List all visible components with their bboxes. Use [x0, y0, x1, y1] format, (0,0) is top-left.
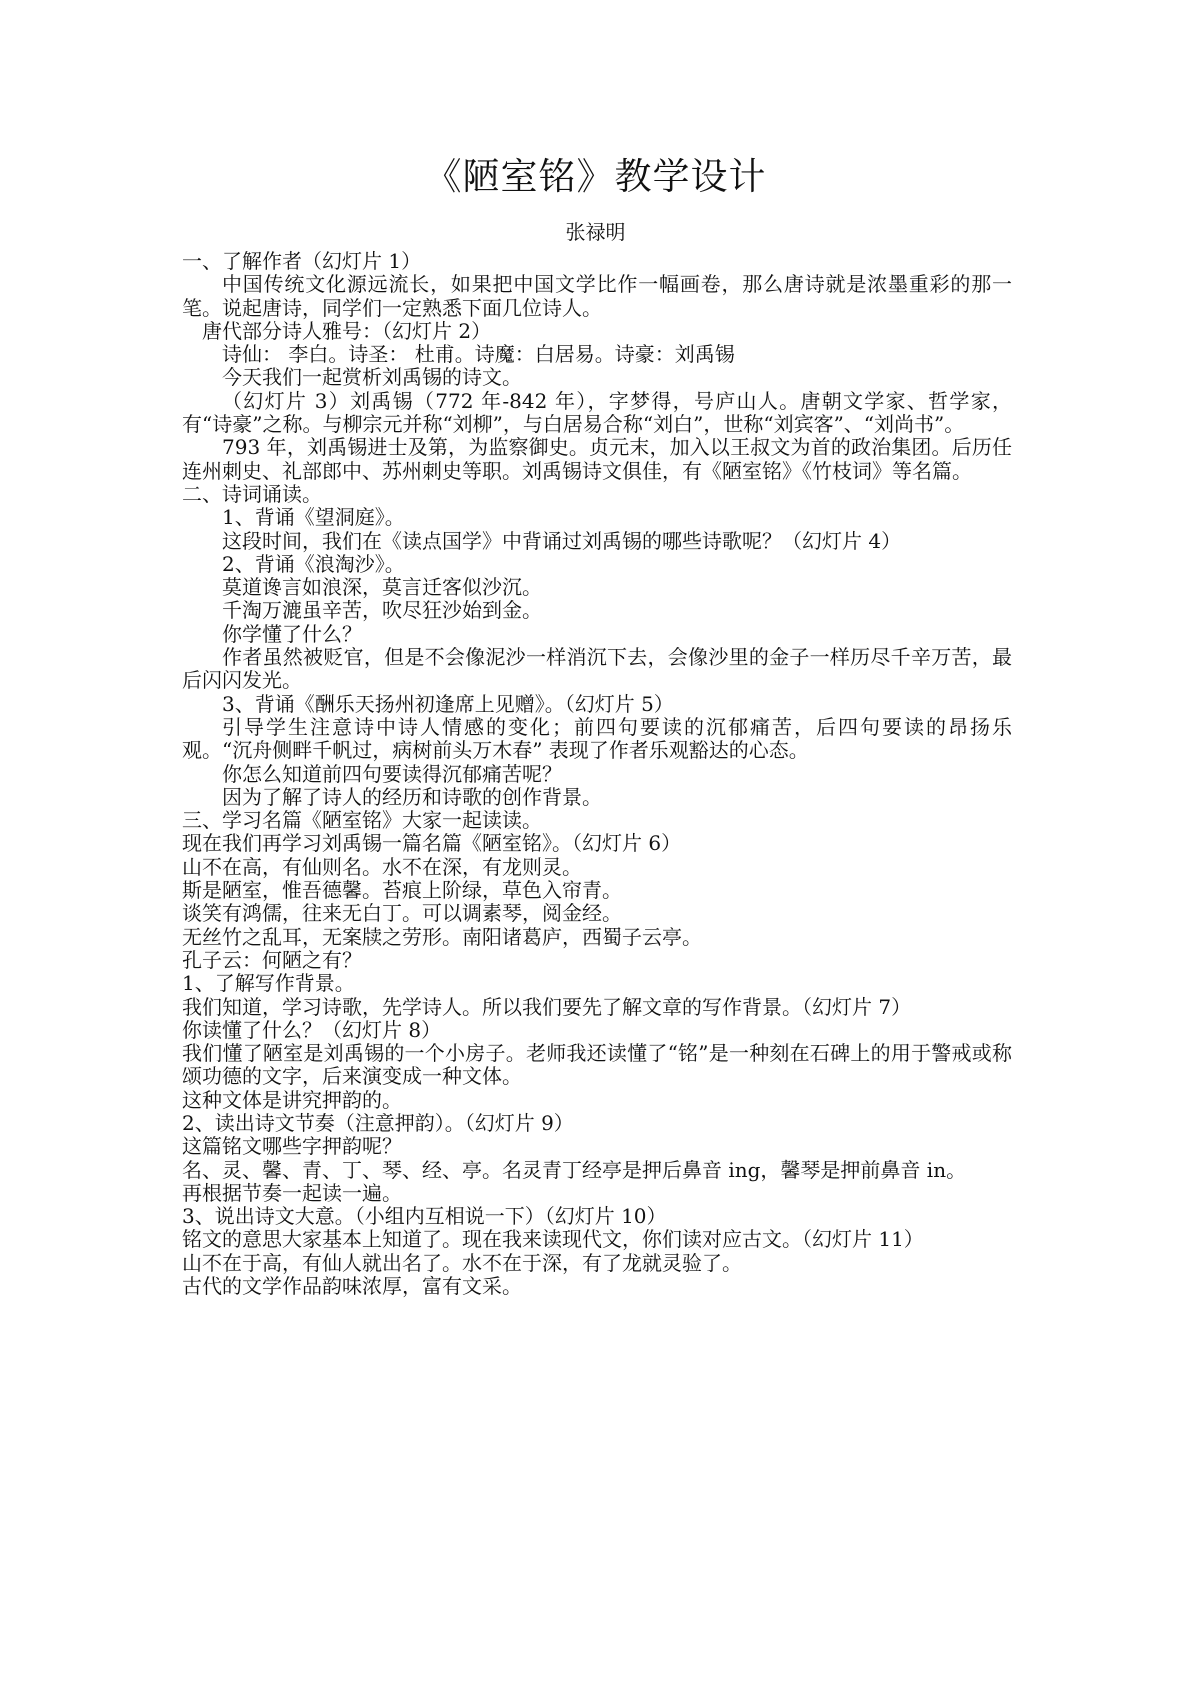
paragraph: 名、灵、馨、青、丁、琴、经、亭。名灵青丁经亭是押后鼻音 ing，馨琴是押前鼻音 in。 — [182, 1157, 967, 1182]
paragraph: 一、了解作者（幻灯片 1） — [182, 249, 422, 273]
paragraph: 3、说出诗文大意。（小组内互相说一下）（幻灯片 10） — [182, 1204, 667, 1229]
paragraph: 这篇铭文哪些字押韵呢？ — [182, 1134, 402, 1159]
paragraph: 千淘万漉虽辛苦，吹尽狂沙始到金。 — [222, 598, 542, 623]
paragraph: 1、了解写作背景。 — [182, 971, 355, 996]
paragraph: 再根据节奏一起读一遍。 — [182, 1180, 402, 1205]
paragraph: 3、背诵《酬乐天扬州初逢席上见赠》。（幻灯片 5） — [222, 691, 674, 716]
paragraph: 唐代部分诗人雅号：（幻灯片 2） — [202, 318, 492, 343]
paragraph: 2、背诵《浪淘沙》。 — [222, 551, 405, 576]
paragraph: 孔子云：何陋之有？ — [182, 947, 362, 972]
paragraph: 古代的文学作品韵味浓厚，富有文采。 — [182, 1274, 522, 1299]
paragraph: 你学懂了什么？ — [222, 621, 362, 646]
paragraph: 我们知道，学习诗歌，先学诗人。所以我们要先了解文章的写作背景。（幻灯片 7） — [182, 994, 912, 1019]
paragraph: 引导学生注意诗中诗人情感的变化；前四句要读的沉郁痛苦，后四句要读的昂扬乐观。“沉舟侧畔千帆过，病树前头万木春” 表现了作者乐观豁达的心态。 — [182, 714, 1012, 763]
document-title: 《陋室铭》教学设计 — [424, 155, 767, 198]
document-body — [182, 250, 1012, 1298]
paragraph: 1、背诵《望洞庭》。 — [222, 505, 405, 530]
paragraph: 793 年，刘禹锡进士及第，为监察御史。贞元末，加入以王叔文为首的政治集团。后历任连州刺史、礼部郎中、苏州刺史等职。刘禹锡诗文俱佳，有《陋室铭》《竹枝词》等名篇。 — [182, 435, 1012, 483]
paragraph: 二、诗词诵读。 — [182, 481, 322, 506]
paragraph: 无丝竹之乱耳，无案牍之劳形。南阳诸葛庐，西蜀子云亭。 — [182, 924, 702, 949]
paragraph: 我们懂了陋室是刘禹锡的一个小房子。老师我还读懂了“铭”是一种刻在石碑上的用于警戒或称颂功德的文字，后来演变成一种文体。 — [182, 1041, 1012, 1089]
paragraph: 中国传统文化源远流长，如果把中国文学比作一幅画卷，那么唐诗就是浓墨重彩的那一笔。说起唐诗，同学们一定熟悉下面几位诗人。 — [182, 272, 1012, 320]
paragraph: 谈笑有鸿儒，往来无白丁。可以调素琴，阅金经。 — [182, 901, 622, 926]
paragraph: 你读懂了什么？（幻灯片 8） — [182, 1017, 442, 1042]
paragraph: 现在我们再学习刘禹锡一篇名篇《陋室铭》。（幻灯片 6） — [182, 831, 682, 856]
paragraph: 2、读出诗文节奏（注意押韵）。（幻灯片 9） — [182, 1110, 574, 1135]
paragraph: 铭文的意思大家基本上知道了。现在我来读现代文，你们读对应古文。（幻灯片 11） — [182, 1227, 924, 1252]
paragraph: 你怎么知道前四句要读得沉郁痛苦呢？ — [222, 761, 562, 786]
paragraph: 作者虽然被贬官，但是不会像泥沙一样消沉下去，会像沙里的金子一样历尽千辛万苦，最后闪闪发光。 — [182, 645, 1012, 693]
author-name: 张禄明 — [565, 220, 626, 244]
paragraph: 因为了解了诗人的经历和诗歌的创作背景。 — [222, 784, 602, 809]
paragraph: 斯是陋室，惟吾德馨。苔痕上阶绿，草色入帘青。 — [182, 878, 622, 903]
paragraph: （幻灯片 3）刘禹锡（772 年-842 年），字梦得，号庐山人。唐朝文学家、哲学家，有“诗豪”之称。与柳宗元并称“刘柳”，与白居易合称“刘白”，世称“刘宾客”、“刘尚书”。 — [182, 388, 1012, 437]
paragraph: 今天我们一起赏析刘禹锡的诗文。 — [222, 365, 522, 390]
paragraph: 三、学习名篇《陋室铭》大家一起读读。 — [182, 808, 542, 833]
paragraph: 这种文体是讲究押韵的。 — [182, 1087, 402, 1112]
paragraph: 山不在于高，有仙人就出名了。水不在于深，有了龙就灵验了。 — [182, 1250, 742, 1275]
paragraph: 山不在高，有仙则名。水不在深，有龙则灵。 — [182, 854, 582, 879]
paragraph: 这段时间，我们在《读点国学》中背诵过刘禹锡的哪些诗歌呢？（幻灯片 4） — [222, 528, 902, 553]
paragraph: 诗仙： 李白。诗圣： 杜甫。诗魔：白居易。诗豪：刘禹锡 — [222, 342, 735, 367]
paragraph: 莫道谗言如浪深，莫言迁客似沙沉。 — [222, 575, 542, 600]
